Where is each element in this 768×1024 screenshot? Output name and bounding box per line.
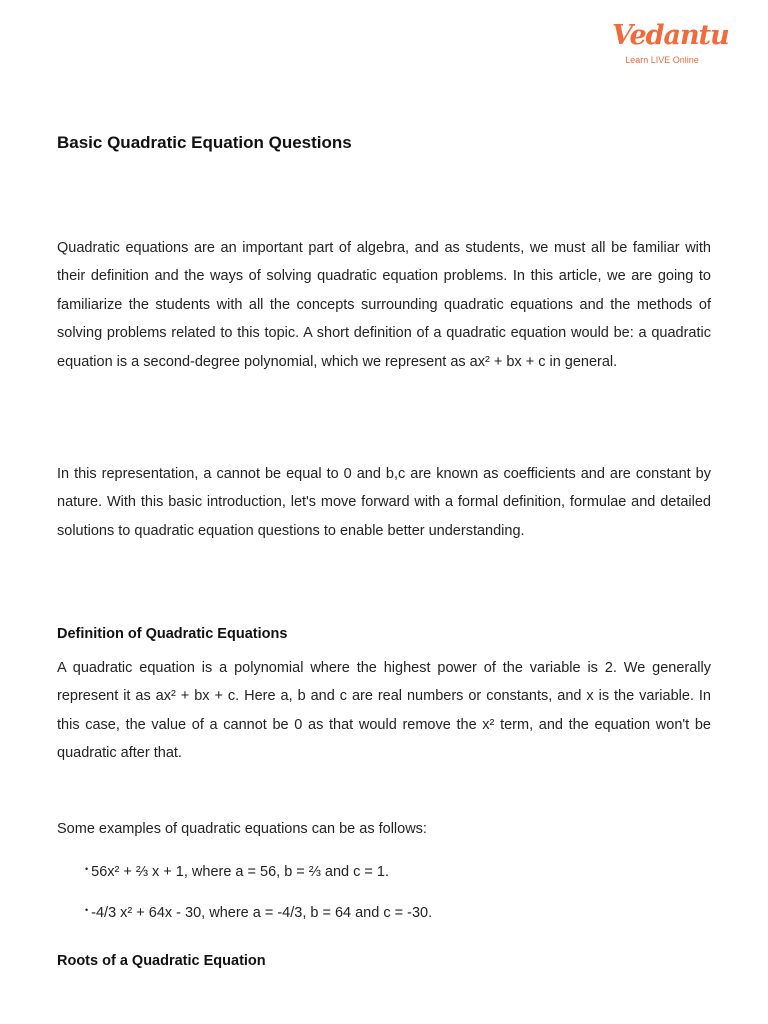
example-item-text: 56x² + ⅔ x + 1, where a = 56, b = ⅔ and c = 1. (91, 864, 390, 880)
intro-paragraph: Quadratic equations are an important part of algebra, and as students, we must all be familiar with their definition and the ways of solving quadratic equation problems. In this article, we are going to familiarize the students with all the concepts surrounding quadratic equations and the methods of solving problems related to this topic. A short definition of a quadratic equation would be: a quadratic equation is a second-degree polynomial, which we represent as ax² + bx + c in general. (57, 240, 711, 370)
definition-heading: Definition of Quadratic Equations (57, 626, 288, 642)
examples-intro: Some examples of quadratic equations can be as follows: (57, 821, 427, 837)
example-item (85, 905, 432, 921)
page-title: Basic Quadratic Equation Questions (57, 133, 352, 152)
logo-wordmark: Vedantu (612, 20, 729, 51)
example-item-text: -4/3 x² + 64x - 30, where a = -4/3, b = 64 and c = -30. (91, 905, 433, 921)
bullet-icon: • (85, 864, 89, 874)
roots-heading: Roots of a Quadratic Equation (57, 953, 266, 969)
vedantu-logo (612, 20, 729, 66)
representation-paragraph: In this representation, a cannot be equal to 0 and b,c are known as coefficients and are constant by nature. With this basic introduction, let's move forward with a formal definition, formulae and detailed solutions to quadratic equation questions to enable better understanding. (57, 466, 711, 539)
definition-paragraph: A quadratic equation is a polynomial where the highest power of the variable is 2. We generally represent it as ax² + bx + c. Here a, b and c are real numbers or constants, and x is the variable. In this case, the value of a cannot be 0 as that would remove the x² term, and the equation won't be quadratic after that. (57, 660, 711, 762)
bullet-icon: • (85, 905, 89, 915)
example-item (85, 864, 389, 880)
logo-tagline: Learn LIVE Online (625, 55, 699, 65)
